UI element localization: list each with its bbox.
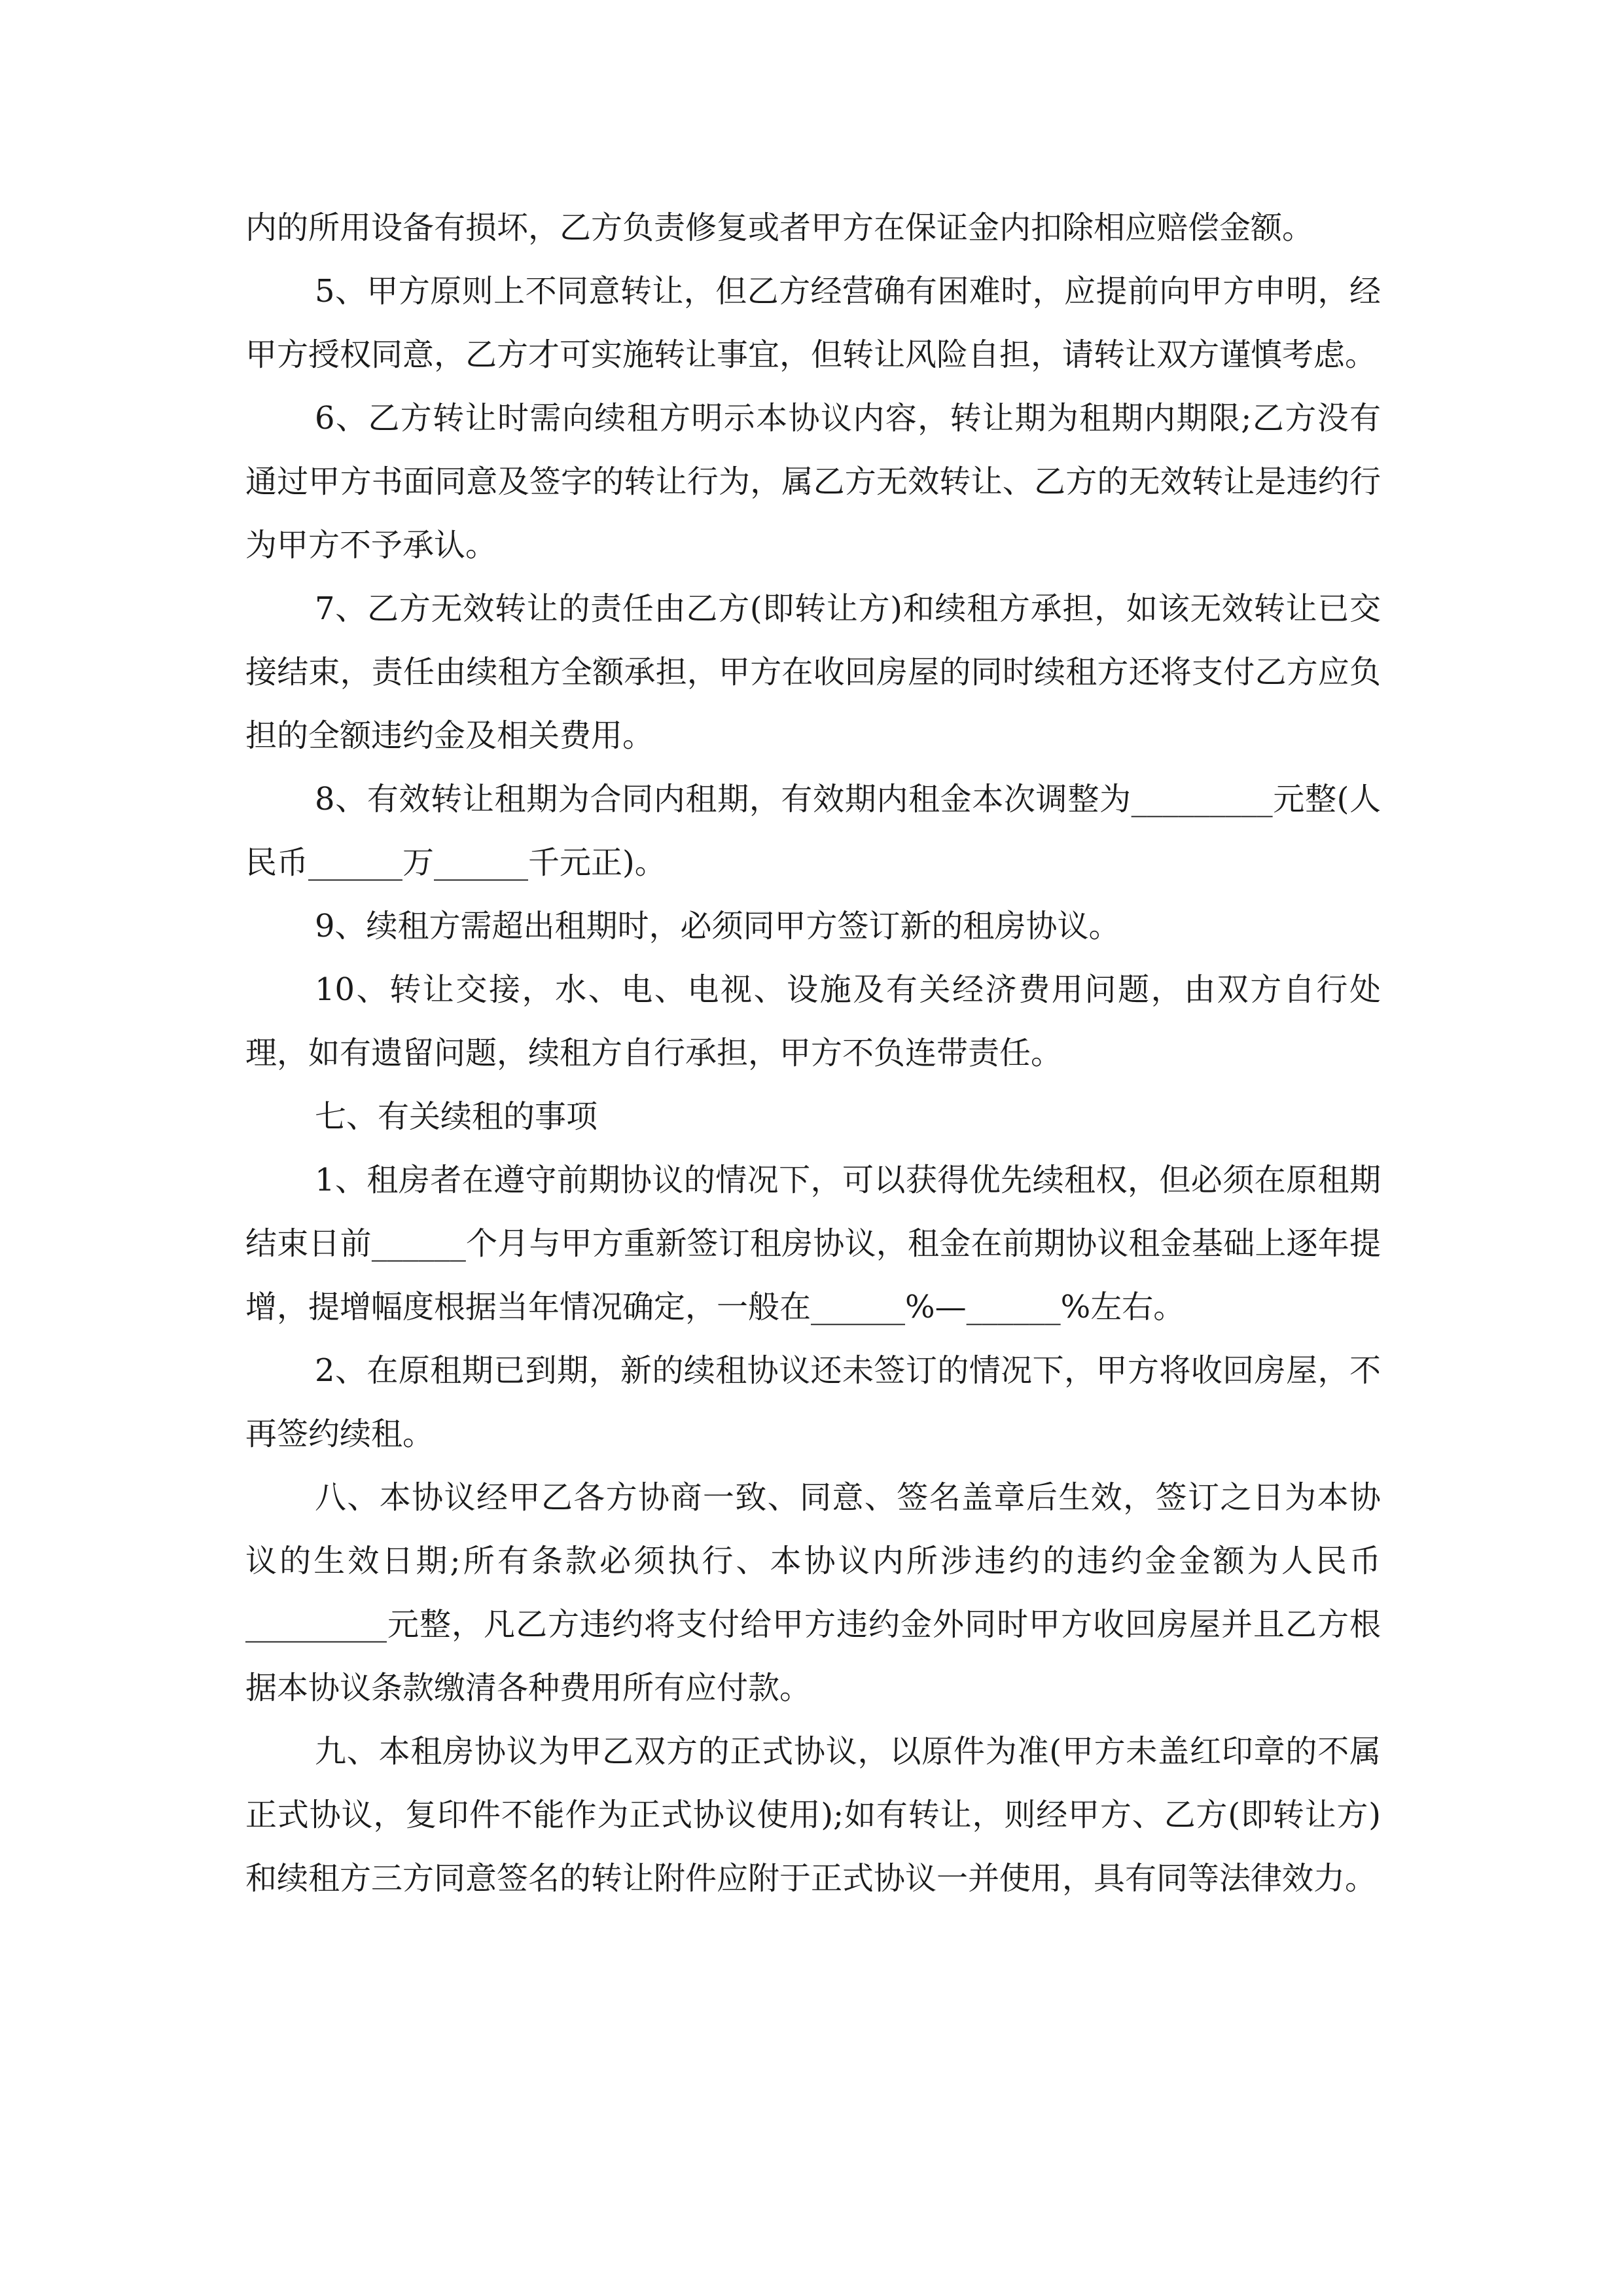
- paragraph-renewal-1: 1、租房者在遵守前期协议的情况下，可以获得优先续租权，但必须在原租期结束日前______个月与甲方重新签订租房协议，租金在前期协议租金基础上逐年提增，提增幅度根据当年情况确定，一般在______%—______%左右。: [245, 1162, 1381, 1325]
- paragraph-clause-7: 7、乙方无效转让的责任由乙方(即转让方)和续租方承担，如该无效转让已交接结束，责任由续租方全额承担，甲方在收回房屋的同时续租方还将支付乙方应负担的全额违约金及相关费用。: [245, 590, 1381, 754]
- paragraph-clause-6: 6、乙方转让时需向续租方明示本协议内容，转让期为租期内期限;乙方没有通过甲方书面同意及签字的转让行为，属乙方无效转让、乙方的无效转让是违约行为甲方不予承认。: [245, 400, 1381, 564]
- paragraph-section-8: 八、本协议经甲乙各方协商一致、同意、签名盖章后生效，签订之日为本协议的生效日期;所有条款必须执行、本协议内所涉违约的违约金金额为人民币_________元整，凡乙方违约将支付给甲方违约金外同时甲方收回房屋并且乙方根据本协议条款缴清各种费用所有应付款。: [245, 1479, 1381, 1706]
- paragraph-clause-5: 5、甲方原则上不同意转让，但乙方经营确有困难时，应提前向甲方申明，经甲方授权同意，乙方才可实施转让事宜，但转让风险自担，请转让双方谨慎考虑。: [245, 273, 1381, 373]
- paragraph-clause-9: 9、续租方需超出租期时，必须同甲方签订新的租房协议。: [315, 908, 1120, 944]
- paragraph-clause-8: 8、有效转让租期为合同内租期，有效期内租金本次调整为_________元整(人民币______万______千元正)。: [245, 781, 1381, 881]
- paragraph-renewal-2: 2、在原租期已到期，新的续租协议还未签订的情况下，甲方将收回房屋，不再签约续租。: [245, 1352, 1381, 1452]
- section-heading-renewal: 七、有关续租的事项: [315, 1098, 598, 1135]
- document-body: [245, 196, 1381, 1910]
- paragraph-section-9: 九、本租房协议为甲乙双方的正式协议，以原件为准(甲方未盖红印章的不属正式协议，复印件不能作为正式协议使用);如有转让，则经甲方、乙方(即转让方)和续租方三方同意签名的转让附件应附于正式协议一并使用，具有同等法律效力。: [245, 1733, 1381, 1897]
- paragraph-continuation: 内的所用设备有损坏，乙方负责修复或者甲方在保证金内扣除相应赔偿金额。: [245, 209, 1314, 246]
- paragraph-clause-10: 10、转让交接，水、电、电视、设施及有关经济费用问题，由双方自行处理，如有遗留问题，续租方自行承担，甲方不负连带责任。: [245, 971, 1381, 1071]
